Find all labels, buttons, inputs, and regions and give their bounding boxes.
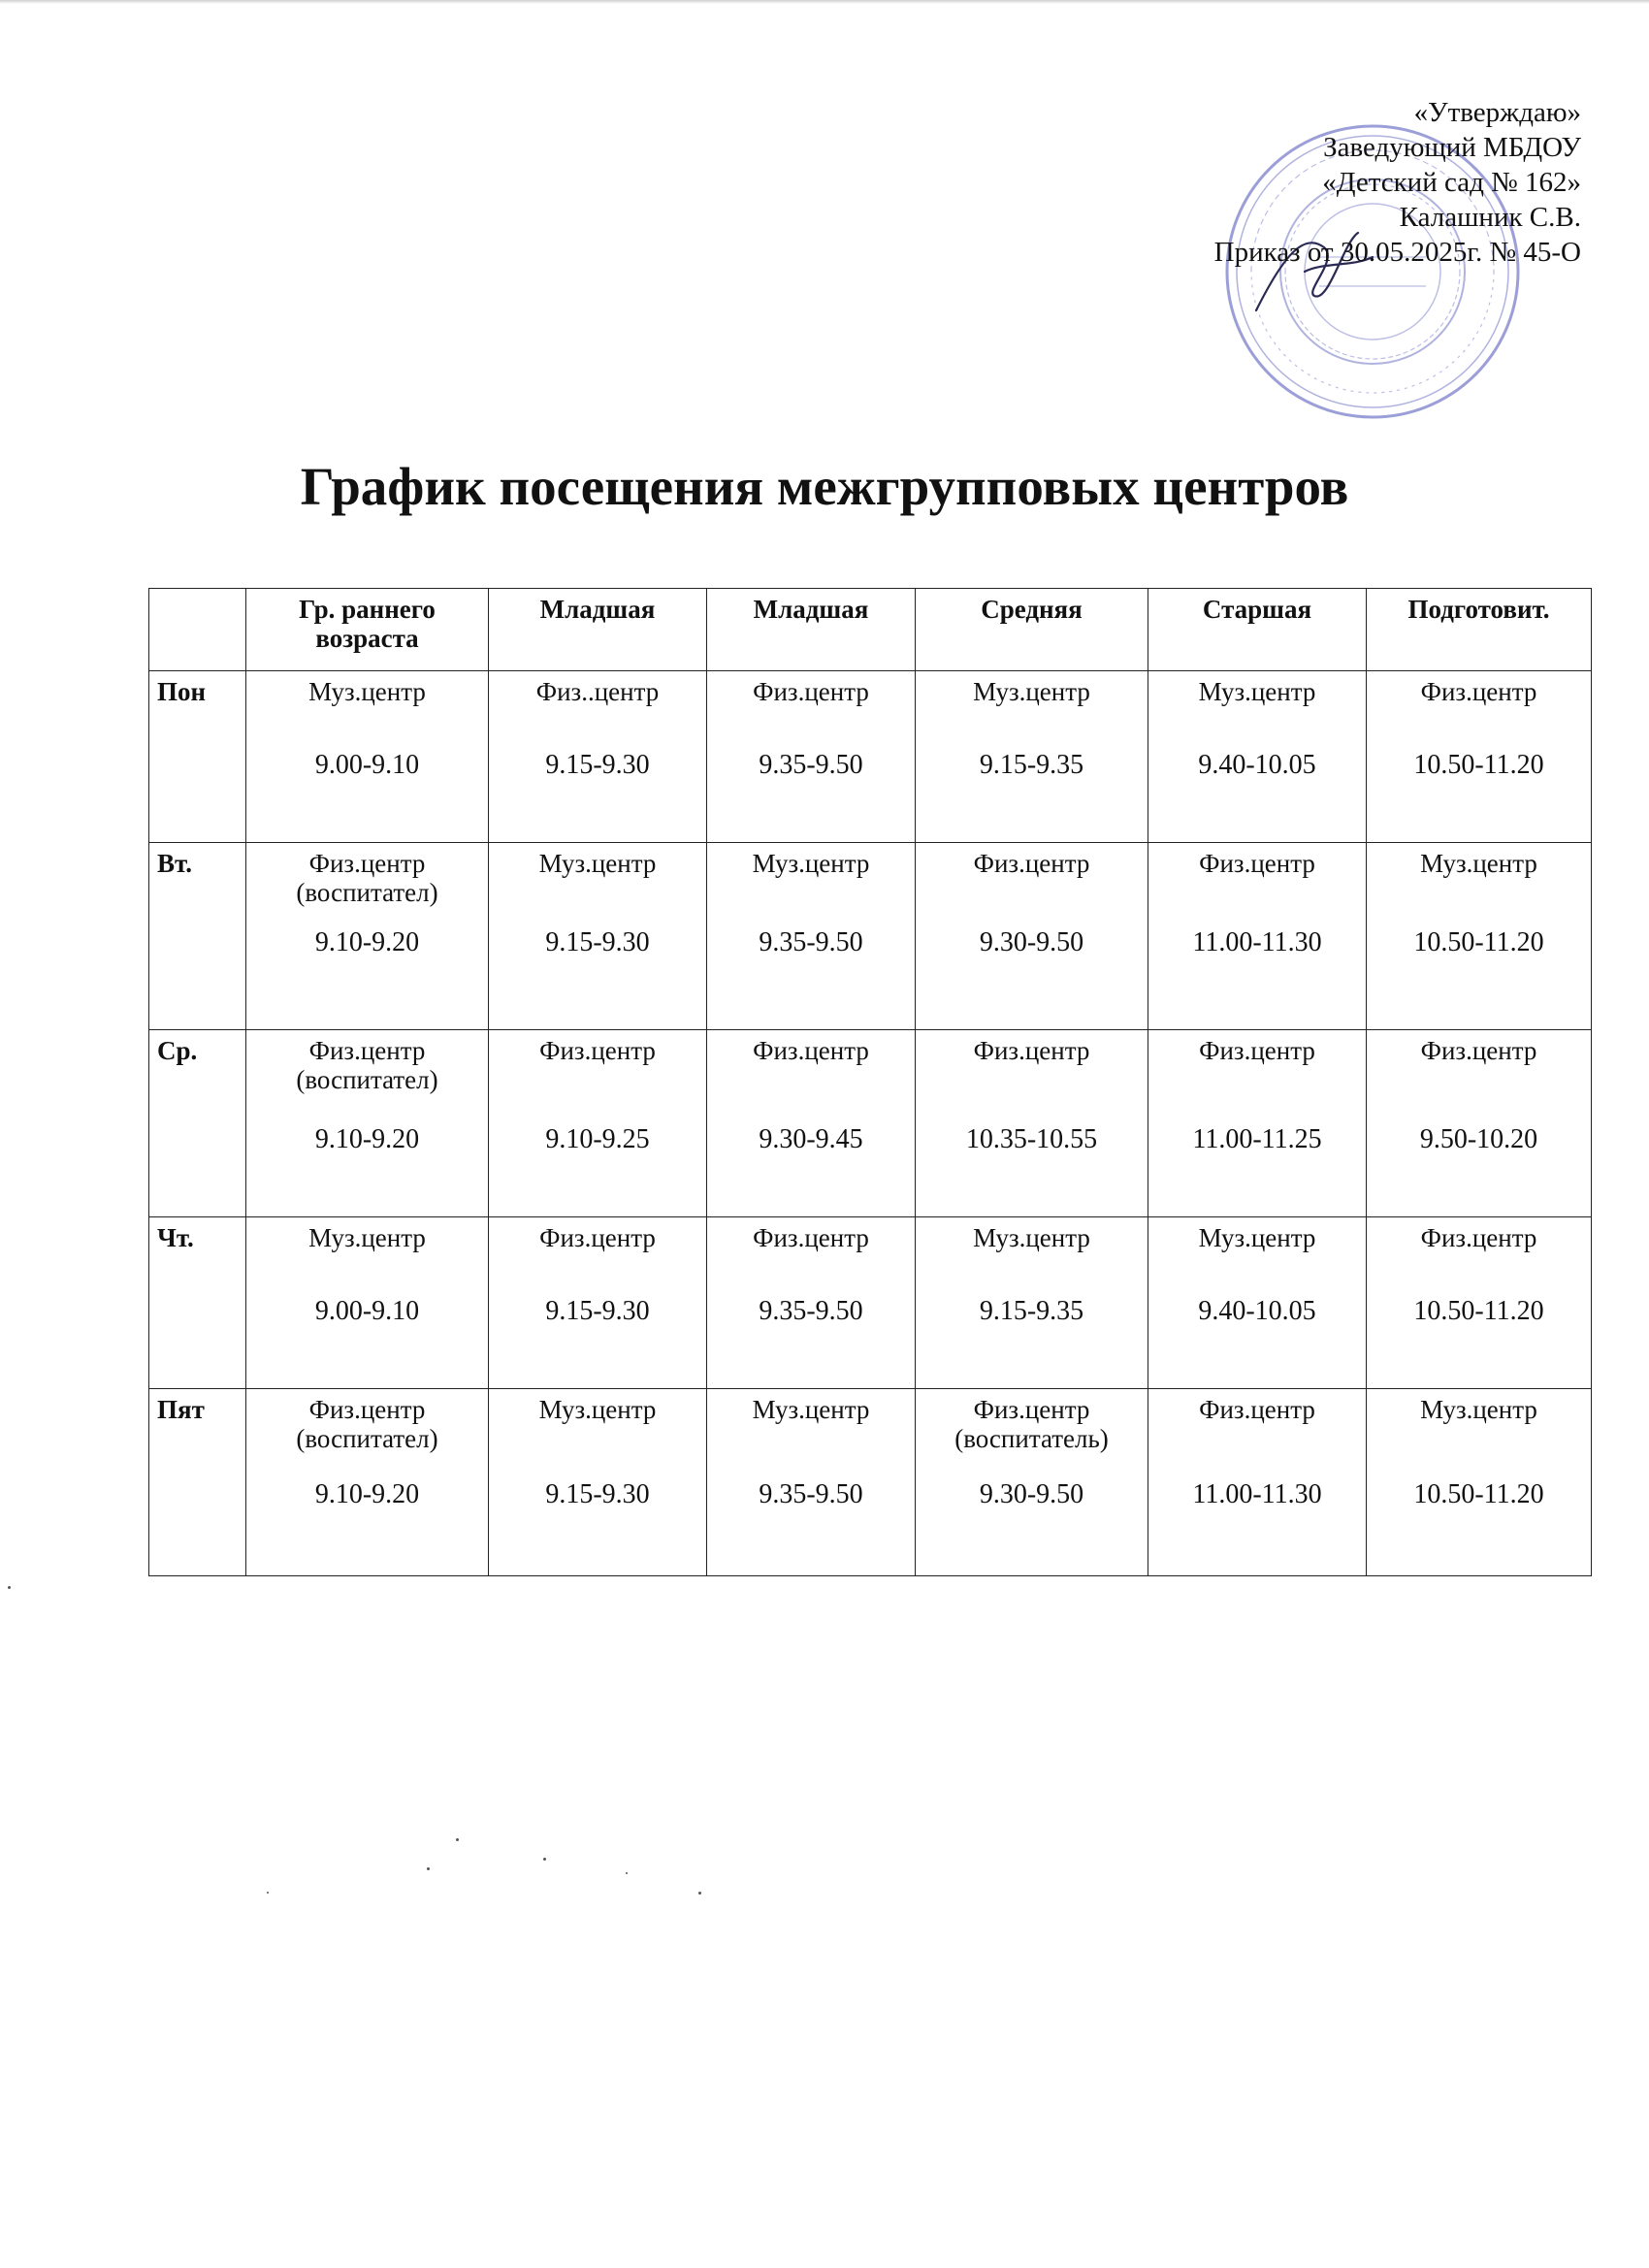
- center-name: Физ.центр: [1420, 1036, 1537, 1065]
- time-range: 9.40-10.05: [1198, 1296, 1316, 1326]
- schedule-cell: [1148, 671, 1367, 843]
- time-range: 11.00-11.30: [1192, 927, 1322, 957]
- table-row: [149, 1389, 1592, 1576]
- center-name: Физ.центр (воспитател): [296, 1036, 438, 1094]
- schedule-cell: [1367, 1217, 1592, 1389]
- schedule-cell: [489, 843, 707, 1030]
- schedule-cell: [916, 1217, 1148, 1389]
- time-range: 10.50-11.20: [1413, 927, 1544, 957]
- center-name: Физ.центр: [1199, 1395, 1315, 1424]
- schedule-cell: [1148, 1217, 1367, 1389]
- day-cell: Пят: [149, 1389, 246, 1576]
- time-range: 9.15-9.30: [545, 750, 650, 780]
- table-row: [149, 843, 1592, 1030]
- day-cell: Вт.: [149, 843, 246, 1030]
- center-name: Муз.центр: [538, 1395, 657, 1424]
- center-name: Муз.центр: [1198, 677, 1316, 706]
- schedule-cell: [1148, 1389, 1367, 1576]
- time-range: 9.15-9.35: [979, 750, 1084, 780]
- approval-line-4: Калашник С.В.: [1399, 202, 1581, 233]
- time-range: 9.40-10.05: [1198, 750, 1316, 780]
- schedule-cell: [916, 671, 1148, 843]
- time-range: 9.35-9.50: [759, 750, 863, 780]
- table-row: [149, 1217, 1592, 1389]
- center-name: Муз.центр: [973, 1223, 1090, 1252]
- time-range: 9.30-9.45: [759, 1124, 863, 1154]
- schedule-cell: [246, 1030, 489, 1217]
- header-cell: Старшая: [1148, 589, 1367, 671]
- schedule-cell: [1367, 1030, 1592, 1217]
- center-name: Муз.центр: [752, 849, 870, 878]
- schedule-cell: [916, 843, 1148, 1030]
- table-row: [149, 1030, 1592, 1217]
- time-range: 9.35-9.50: [759, 927, 863, 957]
- center-name: Физ.центр: [1420, 1223, 1537, 1252]
- center-name: Муз.центр: [308, 677, 426, 706]
- time-range: 10.50-11.20: [1413, 1296, 1544, 1326]
- header-cell: [149, 589, 246, 671]
- center-name: Физ.центр: [1420, 677, 1537, 706]
- header-cell: Младшая: [707, 589, 916, 671]
- center-name: Физ.центр: [753, 677, 869, 706]
- time-range: 9.15-9.30: [545, 1479, 650, 1509]
- time-range: 10.35-10.55: [965, 1124, 1098, 1154]
- time-range: 9.15-9.30: [545, 927, 650, 957]
- scan-speck: [543, 1858, 546, 1861]
- approval-line-2: Заведующий МБДОУ: [1323, 132, 1581, 163]
- approval-line-3: «Детский сад № 162»: [1322, 167, 1581, 198]
- center-name: Физ.центр: [1199, 1036, 1315, 1065]
- header-cell: Младшая: [489, 589, 707, 671]
- time-range: 9.10-9.20: [314, 927, 420, 957]
- center-name: Муз.центр: [1420, 1395, 1537, 1424]
- scan-speck: [267, 1892, 269, 1894]
- header-row: [149, 589, 1592, 671]
- center-name: Физ.центр: [973, 849, 1090, 878]
- day-cell: Чт.: [149, 1217, 246, 1389]
- schedule-cell: [707, 1389, 916, 1576]
- center-name: Физ.центр: [1199, 849, 1315, 878]
- schedule-cell: [1367, 671, 1592, 843]
- center-name: Физ.центр (воспитатель): [954, 1395, 1109, 1453]
- schedule-cell: [246, 1217, 489, 1389]
- center-name: Муз.центр: [1198, 1223, 1316, 1252]
- schedule-cell: [246, 671, 489, 843]
- header-cell: Подготовит.: [1367, 589, 1592, 671]
- center-name: Муз.центр: [1420, 849, 1537, 878]
- center-name: Физ.центр: [973, 1036, 1090, 1065]
- schedule-cell: [707, 843, 916, 1030]
- approval-block: [1214, 95, 1581, 270]
- scan-speck: [427, 1867, 430, 1870]
- schedule-cell: [916, 1389, 1148, 1576]
- scan-speck: [626, 1872, 628, 1874]
- table-row: [149, 671, 1592, 843]
- time-range: 9.10-9.25: [545, 1124, 650, 1154]
- scan-speck: [456, 1838, 459, 1841]
- approval-line-5: Приказ от 30.05.2025г. № 45-О: [1213, 237, 1581, 268]
- schedule-cell: [246, 1389, 489, 1576]
- center-name: Физ.центр: [539, 1223, 656, 1252]
- header-cell: Средняя: [916, 589, 1148, 671]
- time-range: 11.00-11.25: [1192, 1124, 1322, 1154]
- center-name: Физ.центр: [753, 1223, 869, 1252]
- center-name: Физ.центр: [539, 1036, 656, 1065]
- center-name: Физ.центр (воспитател): [296, 849, 438, 907]
- time-range: 10.50-11.20: [1413, 1479, 1544, 1509]
- header-cell: Гр. раннего возраста: [246, 589, 489, 671]
- time-range: 10.50-11.20: [1413, 750, 1544, 780]
- time-range: 9.00-9.10: [314, 750, 420, 780]
- scan-speck: [8, 1586, 11, 1589]
- schedule-cell: [489, 671, 707, 843]
- time-range: 9.15-9.30: [545, 1296, 650, 1326]
- time-range: 9.35-9.50: [759, 1296, 863, 1326]
- approval-line-1: «Утверждаю»: [1413, 97, 1581, 128]
- center-name: Муз.центр: [973, 677, 1090, 706]
- time-range: 9.50-10.20: [1419, 1124, 1538, 1154]
- time-range: 9.00-9.10: [314, 1296, 420, 1326]
- day-cell: Пон: [149, 671, 246, 843]
- time-range: 9.10-9.20: [314, 1479, 420, 1509]
- center-name: Физ.центр (воспитател): [296, 1395, 438, 1453]
- schedule-cell: [707, 1217, 916, 1389]
- scan-edge: [0, 0, 1649, 4]
- page-title: График посещения межгрупповых центров: [300, 457, 1349, 516]
- schedule-cell: [246, 843, 489, 1030]
- scan-speck: [698, 1892, 701, 1895]
- time-range: 9.15-9.35: [979, 1296, 1084, 1326]
- center-name: Муз.центр: [752, 1395, 870, 1424]
- schedule-cell: [1148, 1030, 1367, 1217]
- schedule-cell: [489, 1217, 707, 1389]
- schedule-cell: [1367, 1389, 1592, 1576]
- time-range: 9.35-9.50: [759, 1479, 863, 1509]
- schedule-cell: [707, 671, 916, 843]
- schedule-table: [148, 588, 1592, 1576]
- day-cell: Ср.: [149, 1030, 246, 1217]
- center-name: Физ.центр: [753, 1036, 869, 1065]
- schedule-cell: [1148, 843, 1367, 1030]
- schedule-cell: [489, 1389, 707, 1576]
- time-range: 9.30-9.50: [979, 927, 1084, 957]
- schedule-cell: [707, 1030, 916, 1217]
- schedule-cell: [489, 1030, 707, 1217]
- schedule-cell: [1367, 843, 1592, 1030]
- time-range: 9.10-9.20: [314, 1124, 420, 1154]
- time-range: 11.00-11.30: [1192, 1479, 1322, 1509]
- schedule-cell: [916, 1030, 1148, 1217]
- center-name: Физ..центр: [535, 677, 660, 706]
- center-name: Муз.центр: [538, 849, 657, 878]
- time-range: 9.30-9.50: [979, 1479, 1084, 1509]
- center-name: Муз.центр: [308, 1223, 426, 1252]
